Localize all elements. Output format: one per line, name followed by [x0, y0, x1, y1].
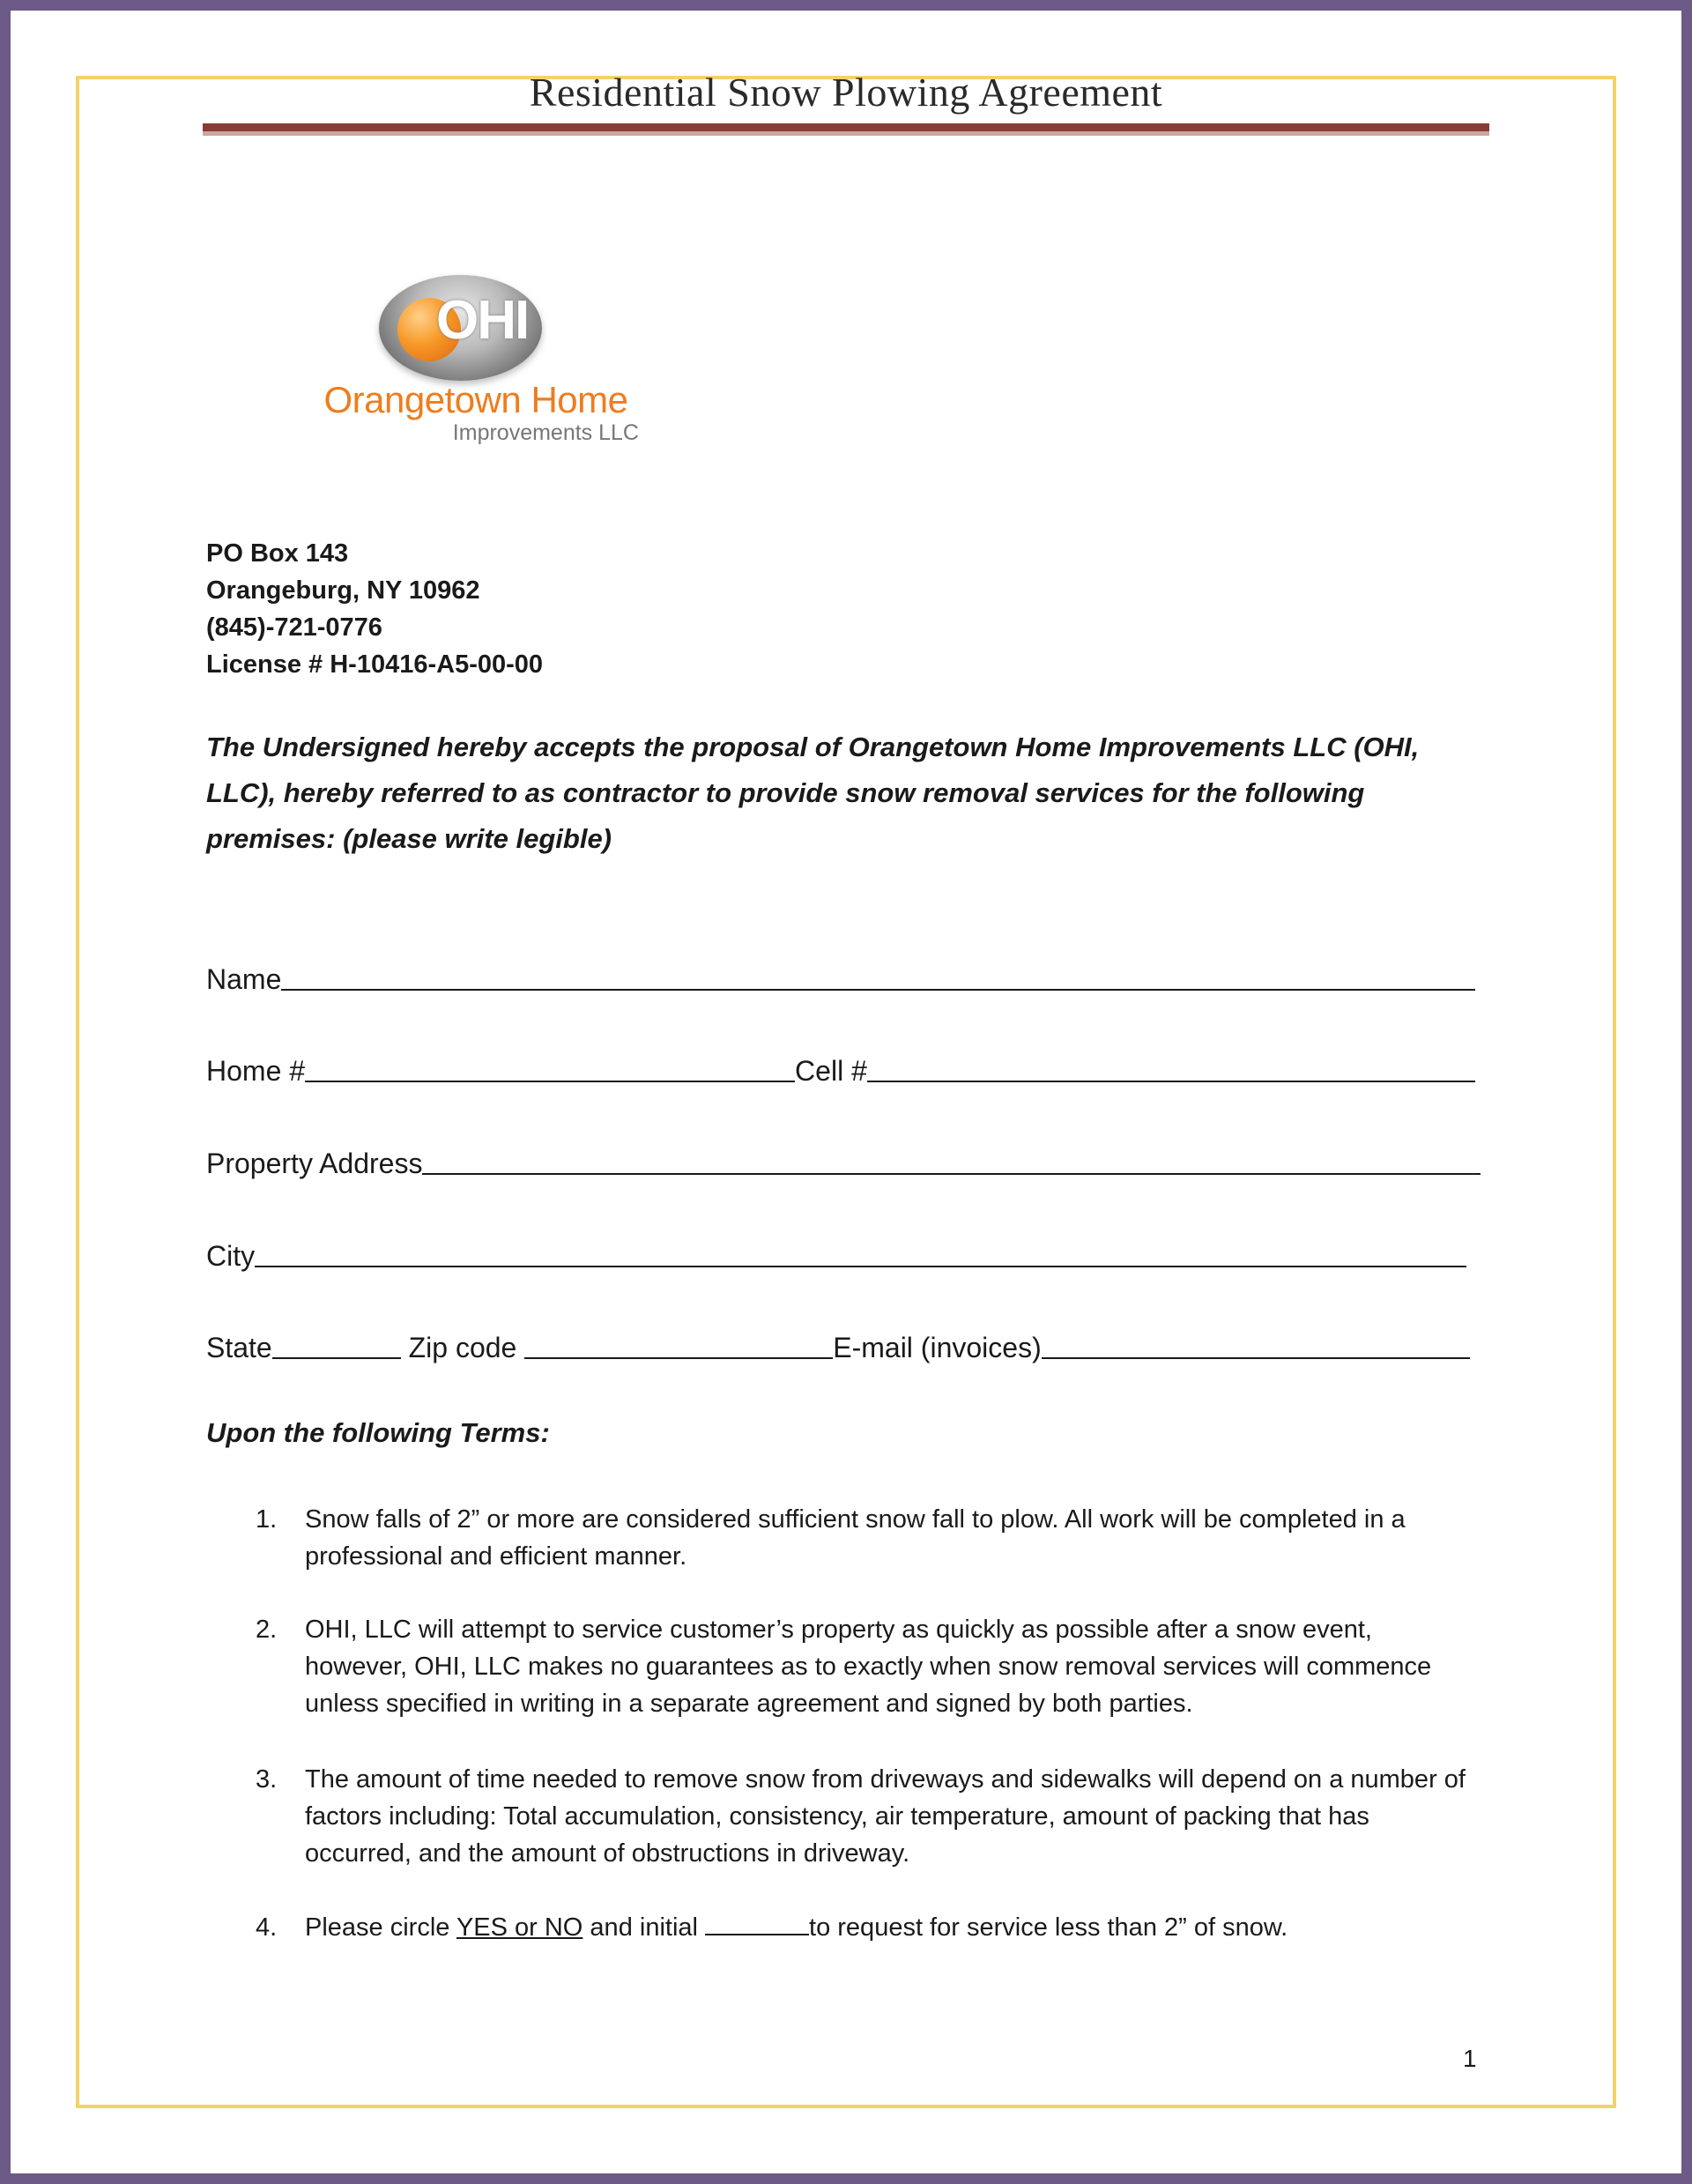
term-number: 4. — [256, 1913, 278, 1942]
term-text: OHI, LLC will attempt to service customer’s property as quickly as possible after a snow event, however, OHI, LLC makes no guarantees as to exactly when snow removal services will commence unless specified in writing in a separate agreement and signed by both parties. — [305, 1616, 1432, 1718]
cell-label: Cell # — [795, 1055, 867, 1087]
intro-paragraph: The Undersigned hereby accepts the proposal of Orangetown Home Improvements LLC (OHI, LLC), hereby referred to as contractor to provide snow removal services for the following premises: (please write legible) — [206, 732, 1420, 854]
address-line2: Orangeburg, NY 10962 — [206, 576, 480, 605]
property-address-field[interactable] — [422, 1147, 1480, 1175]
home-label: Home # — [206, 1055, 306, 1087]
logo-company-name: Orangetown Home — [323, 379, 628, 420]
email-field[interactable] — [1042, 1331, 1470, 1359]
company-logo — [313, 264, 639, 449]
initial-field[interactable] — [705, 1911, 809, 1935]
term4-text-after: to request for service less than 2” of snow. — [809, 1913, 1288, 1942]
term-number: 1. — [256, 1505, 278, 1534]
phone-field-row — [206, 1049, 1475, 1088]
term-number: 2. — [256, 1616, 278, 1644]
address-license: License # H-10416-A5-00-00 — [206, 650, 544, 679]
state-zip-email-field-row — [206, 1326, 1470, 1364]
title-rule — [203, 123, 1489, 136]
name-field[interactable] — [281, 962, 1475, 991]
name-label: Name — [206, 963, 282, 995]
term-text: The amount of time needed to remove snow from driveways and sidewalks will depend on a number of factors including: Total accumulation, consistency, air temperature, amount of packing that has occurred, and the amount of obstructions in driveway. — [305, 1765, 1466, 1868]
term-number: 3. — [256, 1765, 278, 1794]
document-title: Residential Snow Plowing Agreement — [529, 70, 1163, 115]
email-label: E-mail (invoices) — [833, 1332, 1042, 1363]
term4-text-mid: and initial — [583, 1913, 706, 1942]
home-phone-field[interactable] — [305, 1054, 795, 1082]
city-label: City — [206, 1240, 256, 1272]
company-address — [206, 535, 543, 683]
term-text: Snow falls of 2” or more are considered sufficient snow fall to plow. All work will be completed in a professional and efficient manner. — [305, 1505, 1406, 1571]
cell-phone-field[interactable] — [867, 1054, 1475, 1082]
yes-or-no-option[interactable]: YES or NO — [456, 1913, 583, 1942]
term4-text-before: Please circle — [305, 1913, 456, 1942]
state-label: State — [206, 1332, 272, 1363]
page-number: 1 — [1463, 2045, 1477, 2072]
city-field[interactable] — [255, 1239, 1466, 1267]
zip-field[interactable] — [524, 1331, 833, 1359]
name-field-row — [206, 957, 1475, 996]
terms-heading: Upon the following Terms: — [206, 1417, 550, 1448]
zip-label: Zip code — [400, 1332, 525, 1363]
city-field-row — [206, 1234, 1466, 1273]
address-line1: PO Box 143 — [206, 539, 349, 568]
logo-mark: OHI — [436, 290, 529, 351]
term-text — [305, 1909, 1468, 1946]
logo-company-sub: Improvements LLC — [452, 420, 639, 445]
property-address-field-row — [206, 1141, 1480, 1180]
address-phone: (845)-721-0776 — [206, 613, 382, 642]
property-address-label: Property Address — [206, 1148, 423, 1179]
state-field[interactable] — [272, 1331, 401, 1359]
